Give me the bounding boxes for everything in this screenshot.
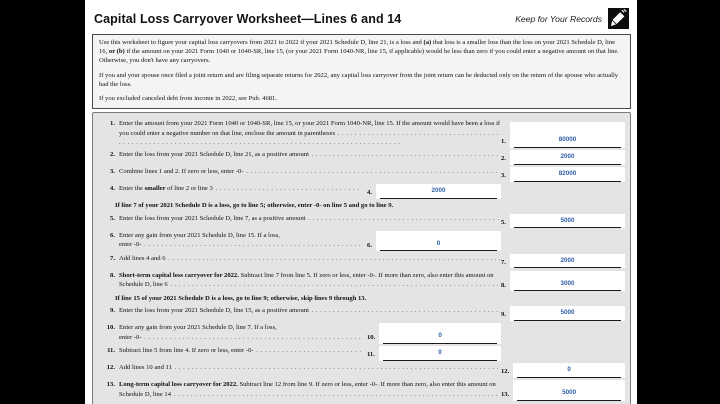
- line-9-text: Enter the loss from your 2021 Schedule D, line 15, as a positive amount . . .: [119, 307, 498, 316]
- pencil-icon: [608, 8, 629, 29]
- line-text: [119, 119, 501, 148]
- worksheet-line-13: [96, 380, 625, 401]
- amount-entry-8: [501, 271, 625, 292]
- line-number: 4.: [110, 185, 115, 193]
- amount-entry-13: [501, 380, 625, 401]
- worksheet-line-12: [96, 363, 625, 378]
- amount-value-5: 5000: [514, 215, 621, 229]
- amount-entry-1: [501, 122, 625, 148]
- entry-label: 12.: [501, 368, 510, 376]
- amount-entry-4: [367, 184, 501, 199]
- entry-label: 1.: [501, 138, 506, 146]
- entry-label: 3.: [501, 172, 506, 180]
- line-number: 8.: [110, 271, 115, 279]
- entry-label: 13.: [501, 391, 510, 399]
- line-text: [119, 231, 363, 250]
- worksheet-line-2: [96, 150, 625, 165]
- line-13-bold: Long-term capital loss carryover for 2022.: [119, 381, 238, 389]
- line-12-text: Add lines 10 and 11 . . .: [119, 364, 498, 373]
- amount-entry-5: [501, 214, 625, 229]
- line-number: 10.: [106, 324, 115, 332]
- line-4-text-2: of line 2 or line 3 . . .: [119, 185, 361, 194]
- amount-field-8[interactable]: [510, 271, 625, 292]
- worksheet-line-5: [96, 214, 625, 229]
- amount-entry-12: [501, 363, 625, 378]
- line-number: 7.: [110, 254, 115, 262]
- amount-value-2: 2000: [514, 151, 621, 165]
- page-title: Capital Loss Carryover Worksheet—Lines 6 and 14: [94, 11, 402, 26]
- amount-entry-9: [501, 306, 625, 321]
- p1-text-2: that loss is a smaller loss than the loss on your 2021 Schedule D, line 16,: [99, 39, 616, 56]
- amount-entry-6: [367, 231, 501, 252]
- line-number: 11.: [107, 347, 115, 355]
- amount-field-1[interactable]: [510, 122, 625, 148]
- instructions-box: [92, 34, 631, 109]
- line-text: [119, 380, 501, 399]
- records-note: Keep for Your Records: [515, 13, 602, 24]
- line-text: [119, 167, 501, 177]
- line-text: [119, 323, 363, 342]
- line-text: [119, 184, 363, 194]
- entry-label: 10.: [367, 334, 376, 342]
- worksheet-line-8: [96, 271, 625, 292]
- line-4-bold: smaller: [144, 185, 166, 193]
- amount-value-8: 3000: [514, 278, 621, 292]
- amount-value-13: 5000: [517, 387, 621, 401]
- conditional-note-line-9: If line 15 of your 2021 Schedule D is a loss, go to line 9; otherwise, skip lines 9 through 13.: [115, 294, 367, 302]
- line-number: 13.: [106, 381, 115, 389]
- worksheet-line-6: [96, 231, 625, 252]
- amount-value-7: 2000: [514, 255, 621, 269]
- line-10-text-2: enter -0- . . .: [119, 334, 361, 343]
- worksheet-line-9: [96, 306, 625, 321]
- conditional-note-line-5: If line 7 of your 2021 Schedule D is a loss, go to line 5; otherwise, enter -0- on line 5 and go to line 9.: [115, 202, 394, 210]
- line-text: [119, 306, 501, 316]
- worksheet-line-11: [96, 346, 625, 361]
- amount-field-10[interactable]: [379, 323, 501, 344]
- amount-field-11[interactable]: [379, 346, 501, 361]
- amount-field-2[interactable]: [510, 150, 625, 165]
- instruction-paragraph-1: [99, 38, 624, 66]
- line-text: [119, 150, 501, 160]
- worksheet-line-4: [96, 184, 625, 199]
- amount-field-6[interactable]: [376, 231, 501, 252]
- line-6-text: Enter any gain from your 2021 Schedule D, line 15. If a loss,: [119, 231, 280, 239]
- line-11-text: Subtract line 5 from line 4. If zero or less, enter -0- . . .: [119, 347, 361, 356]
- p1-text: Use this worksheet to figure your capital loss carryovers from 2021 to 2022 if your 2021 Schedule D, line 21, is a loss and: [99, 39, 424, 46]
- line-1-text: Enter the amount from your 2021 Form 1040 or 1040-SR, line 15, or your 2021 Form 1040-NR, line 15. If the amount would have been a loss if you could enter a negative number on that line, enclose the amount in parentheses . . .: [119, 120, 500, 146]
- worksheet-line-3: [96, 167, 625, 182]
- amount-value-10: 0: [383, 330, 497, 344]
- amount-value-6: 0: [380, 238, 497, 252]
- amount-value-11: 0: [383, 347, 497, 361]
- amount-entry-11: [367, 346, 501, 361]
- line-number: 6.: [110, 231, 115, 239]
- line-number: 12.: [106, 364, 115, 372]
- amount-field-4[interactable]: [376, 184, 501, 199]
- line-number: 3.: [110, 168, 115, 176]
- line-5-text: Enter the loss from your 2021 Schedule D, line 7, as a positive amount . . .: [119, 215, 499, 224]
- line-text: [119, 346, 363, 356]
- worksheet-line-1: [96, 119, 625, 148]
- line-6-text-2: enter -0- . . .: [119, 241, 361, 250]
- entry-label: 8.: [501, 281, 506, 289]
- line-text: [119, 363, 501, 373]
- amount-field-3[interactable]: [510, 167, 625, 182]
- amount-field-13[interactable]: [513, 380, 625, 401]
- p1-bold-b: or (b): [108, 48, 125, 56]
- line-3-text: Combine lines 1 and 2. If zero or less, enter -0- . . .: [119, 168, 497, 177]
- amount-field-9[interactable]: [510, 306, 625, 321]
- amount-field-7[interactable]: [510, 254, 625, 269]
- amount-entry-3: [501, 167, 625, 182]
- line-number: 2.: [110, 151, 115, 159]
- line-2-text: Enter the loss from your 2021 Schedule D, line 21, as a positive amount . . .: [119, 151, 498, 160]
- amount-value-12: 0: [517, 364, 621, 378]
- line-text: [119, 254, 501, 264]
- worksheet-line-7: [96, 254, 625, 269]
- instruction-paragraph-2: If you and your spouse once filed a joint return and are filing separate returns for 2022, any capital loss carryover from the joint return can be deducted only on the return of the spouse who actually had the loss.: [99, 71, 619, 88]
- amount-entry-7: [501, 254, 625, 269]
- amount-field-12[interactable]: [513, 363, 625, 378]
- line-7-text: Add lines 4 and 6 . . .: [119, 255, 501, 264]
- amount-value-4: 2000: [380, 185, 497, 199]
- line-text: [119, 271, 501, 290]
- amount-entry-2: [501, 150, 625, 165]
- line-number: 9.: [110, 307, 115, 315]
- entry-label: 7.: [501, 258, 506, 266]
- line-number: 1.: [110, 120, 115, 128]
- line-8-text: Subtract line 7 from line 5. If zero or less, enter -0-. If more than zero, also enter this amount on Schedule D, line 6 . . .: [119, 272, 499, 290]
- entry-label: 11.: [367, 351, 375, 359]
- amount-field-5[interactable]: [510, 214, 625, 229]
- line-4-text: Enter the: [119, 185, 145, 193]
- worksheet-header: [94, 8, 629, 29]
- instruction-paragraph-3: If you excluded canceled debt from income in 2022, see Pub. 4681.: [99, 95, 277, 103]
- entry-label: 5.: [501, 218, 506, 226]
- amount-entry-10: [367, 323, 501, 344]
- worksheet-body: [92, 112, 631, 404]
- entry-label: 4.: [367, 189, 372, 197]
- entry-label: 9.: [501, 311, 506, 319]
- line-10-text: Enter any gain from your 2021 Schedule D, line 7. If a loss,: [119, 324, 277, 332]
- line-13-text: Subtract line 12 from line 9. If zero or less, enter -0-. If more than zero, also enter this amount on Schedule D, line 14 . . .: [119, 381, 498, 399]
- p1-bold-a: (a): [423, 39, 432, 46]
- amount-value-9: 5000: [514, 307, 621, 321]
- line-number: 5.: [110, 214, 115, 222]
- amount-value-1: 80000: [514, 134, 621, 148]
- entry-label: 6.: [367, 241, 372, 249]
- line-text: [119, 214, 501, 224]
- p1-text-3: if the amount on your 2021 Form 1040 or 1040-SR, line 15, (or your 2021 Form 1040-NR, line 15, if applicable) would be less than zero if you could enter a negative amount on that line. Otherwise, you don't have any carryovers.: [99, 48, 619, 65]
- worksheet-line-10: [96, 323, 625, 344]
- entry-label: 2.: [501, 155, 506, 163]
- amount-value-3: 82000: [514, 168, 621, 182]
- line-8-bold: Short-term capital loss carryover for 2022.: [119, 271, 239, 279]
- worksheet-page: [85, 0, 637, 404]
